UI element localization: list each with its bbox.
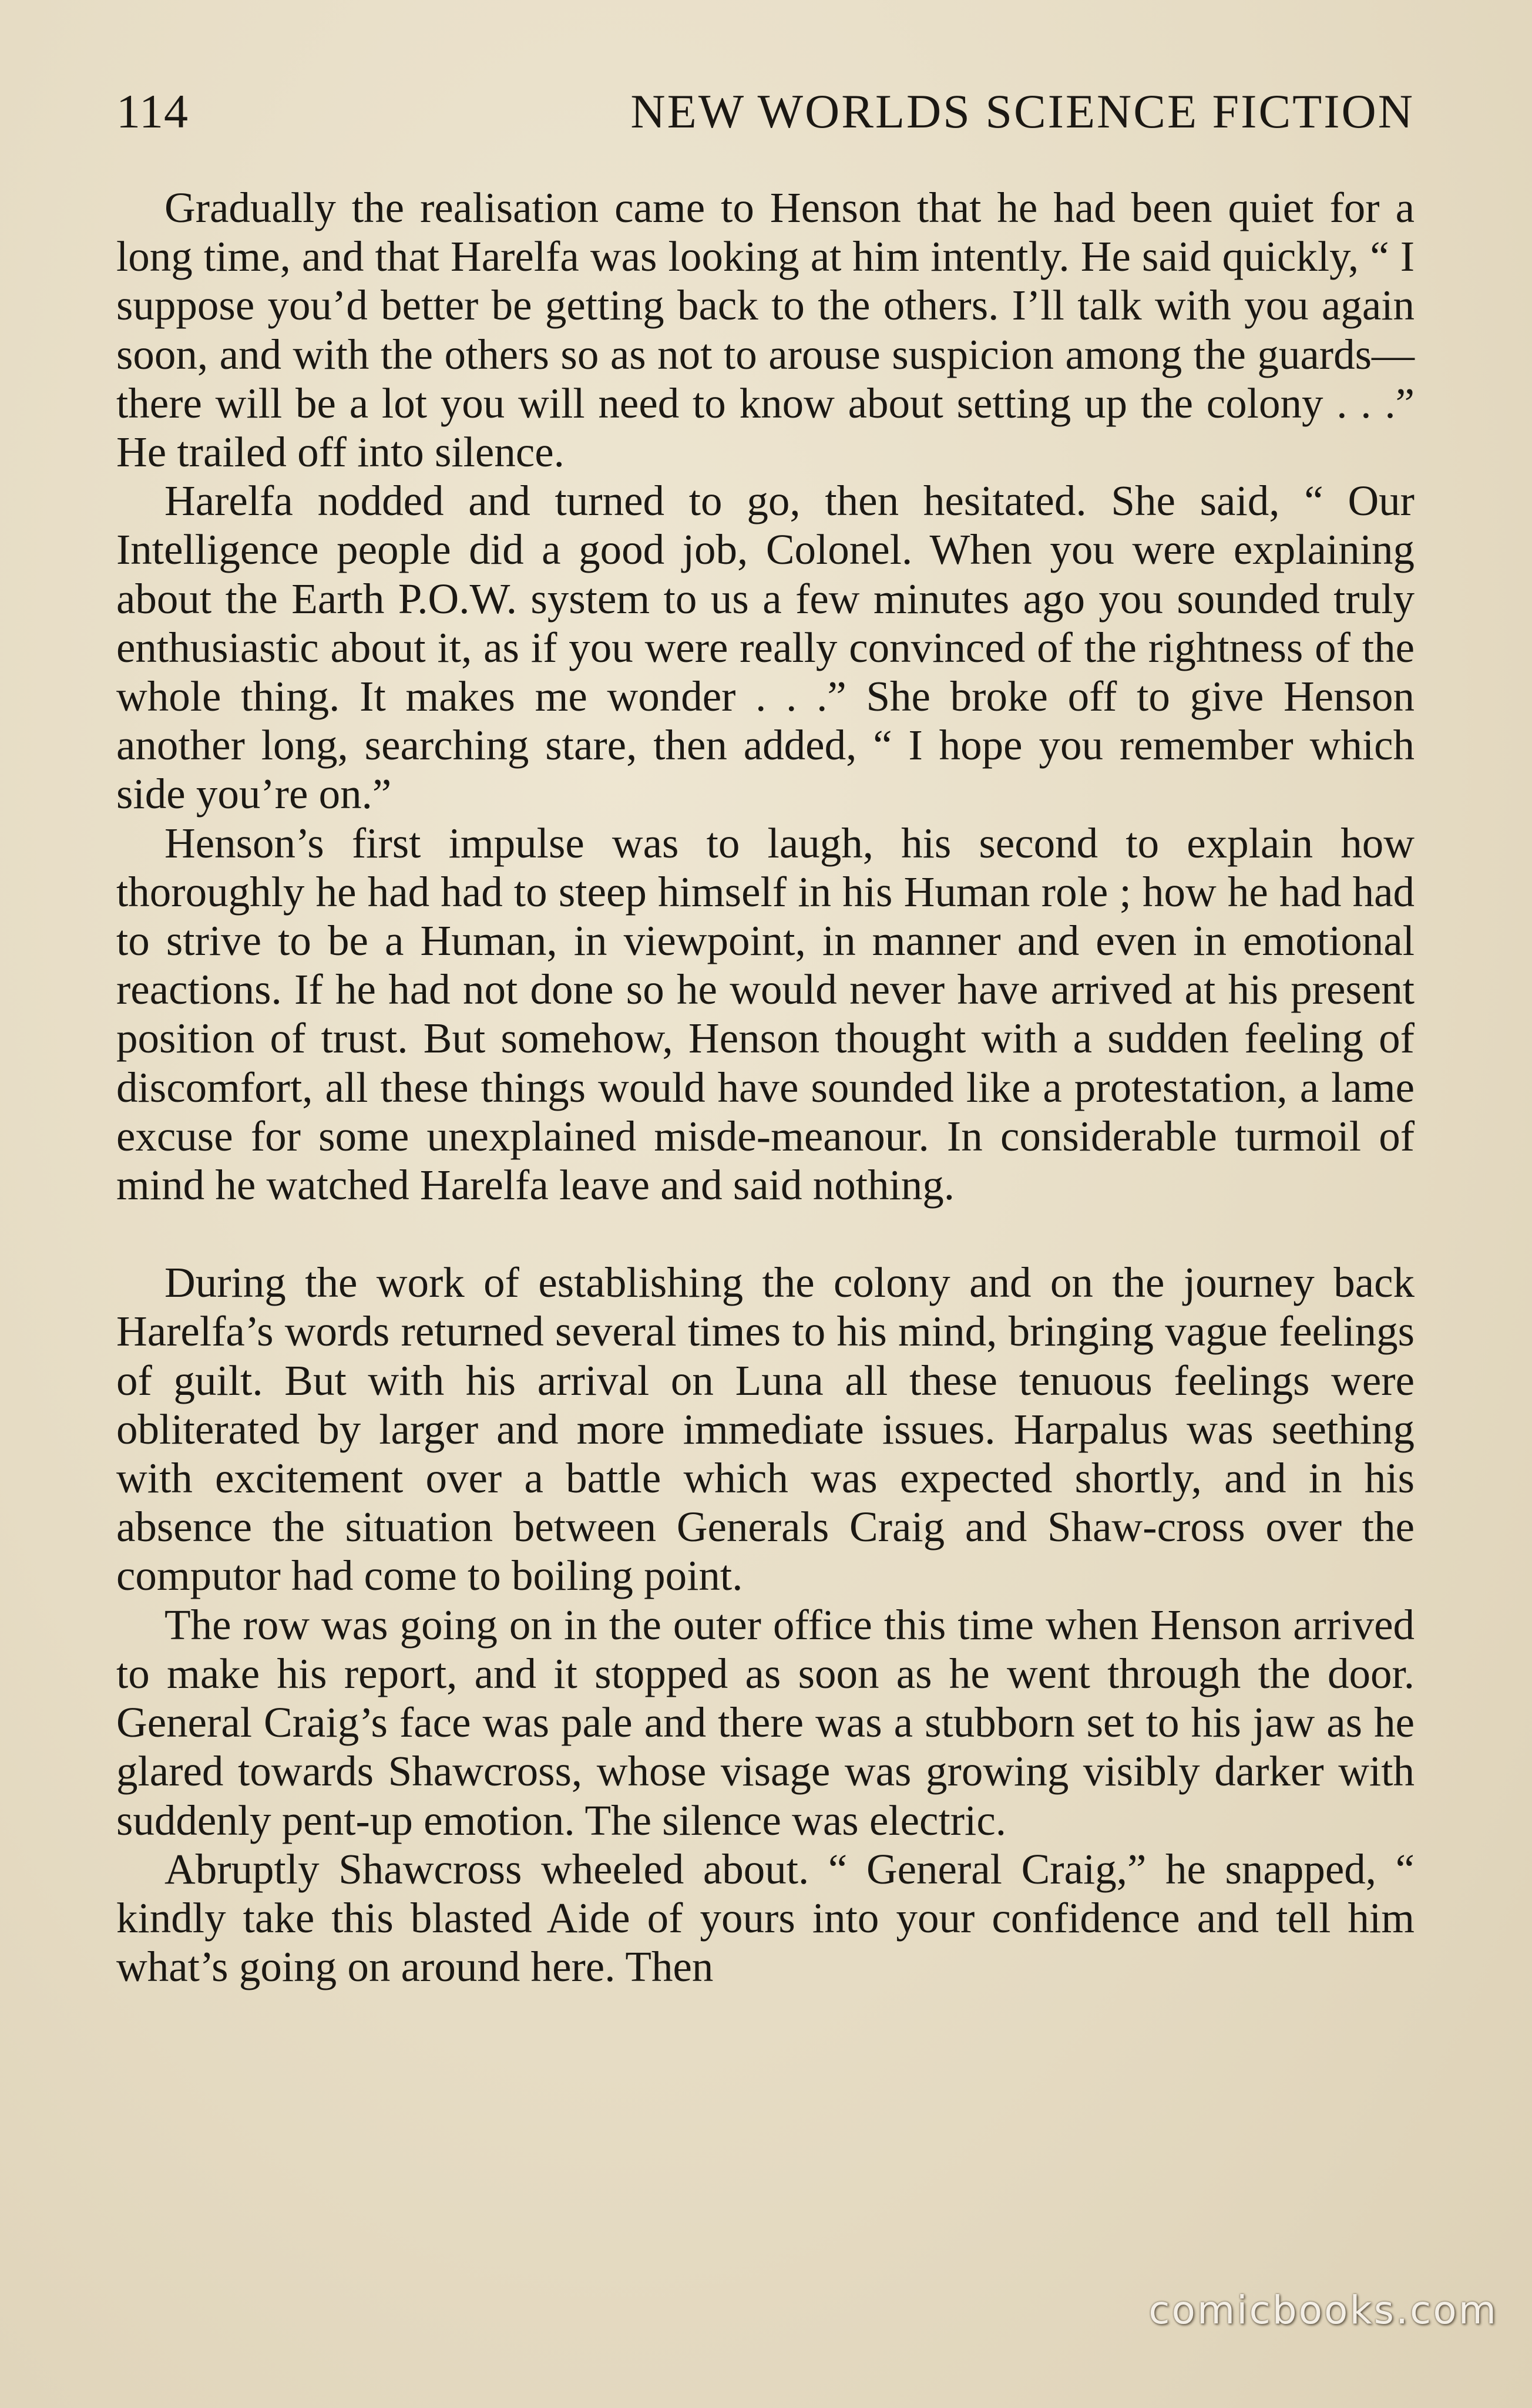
paragraph: The row was going on in the outer office this time when Henson arrived to make his report, and it stopped as soon as he went through the door. General Craig’s face was pale and there was a stubborn set to his jaw as he glared towards Shawcross, whose visage was growing visibly darker with suddenly pent-up emotion. The silence was electric. [116,1600,1415,1844]
body-text [116,183,1415,1991]
running-title: NEW WORLDS SCIENCE FICTION [630,85,1415,138]
page-number: 114 [116,85,189,138]
paragraph: Henson’s first impulse was to laugh, his second to explain how thoroughly he had had to steep himself in his Human role ; how he had had to strive to be a Human, in viewpoint, in manner and even in emotional reactions. If he had not done so he would never have arrived at his present position of trust. But somehow, Henson thought with a sudden feeling of discomfort, all these things would have sounded like a protestation, a lame excuse for some unexplained misde-meanour. In considerable turmoil of mind he watched Harelfa leave and said nothing. [116,819,1415,1209]
source-watermark: comicbooks.com [1148,2288,1498,2333]
paragraph: Abruptly Shawcross wheeled about. “ General Craig,” he snapped, “ kindly take this blasted Aide of yours into your confidence and tell him what’s going on around here. Then [116,1845,1415,1991]
paragraph: Gradually the realisation came to Henson that he had been quiet for a long time, and that Harelfa was looking at him intently. He said quickly, “ I suppose you’d better be getting back to the others. I’ll talk with you again soon, and with the others so as not to arouse suspicion among the guards—there will be a lot you will need to know about setting up the colony . . .” He trailed off into silence. [116,184,1415,476]
page-header [116,79,1415,144]
paragraph: Harelfa nodded and turned to go, then hesitated. She said, “ Our Intelligence people did a good job, Colonel. When you were explaining about the Earth P.O.W. system to us a few minutes ago you sounded truly enthusiastic about it, as if you were really convinced of the rightness of the whole thing. It makes me wonder . . .” She broke off to give Henson another long, searching stare, then added, “ I hope you remember which side you’re on.” [116,477,1415,818]
paragraph: During the work of establishing the colony and on the journey back Harelfa’s words returned several times to his mind, bringing vague feelings of guilt. But with his arrival on Luna all these tenuous feelings were obliterated by larger and more immediate issues. Harpalus was seething with excitement over a battle which was expected shortly, and in his absence the situation between Generals Craig and Shaw-cross over the computor had come to boiling point. [116,1259,1415,1600]
